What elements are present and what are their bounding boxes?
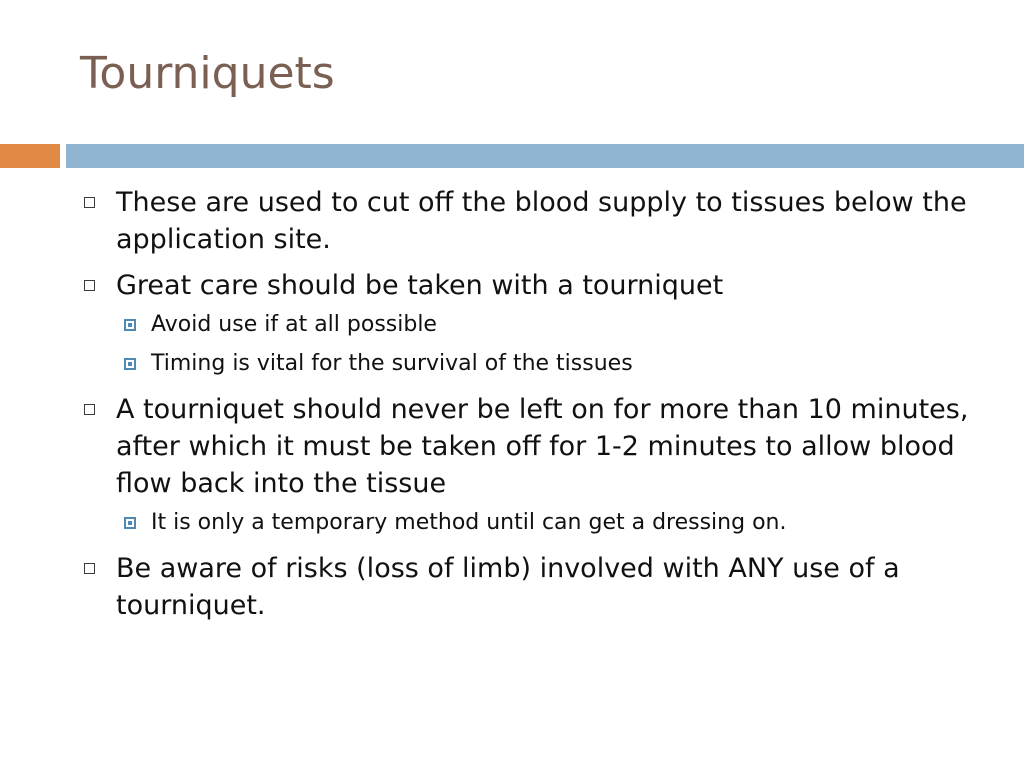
sub-bullet-text: Timing is vital for the survival of the tissues — [151, 351, 633, 376]
accent-bar-orange — [0, 144, 60, 168]
bullet-item — [80, 550, 980, 624]
hollow-square-bullet-icon — [84, 563, 95, 574]
bullet-text: These are used to cut off the blood supply to tissues below the application site. — [116, 187, 967, 255]
bullet-text: Be aware of risks (loss of limb) involved with ANY use of a tourniquet. — [116, 553, 900, 621]
sub-bullet-text: Avoid use if at all possible — [151, 312, 437, 337]
sub-bullet-item — [80, 350, 980, 378]
filled-square-bullet-icon — [124, 319, 136, 331]
accent-bar-blue — [66, 144, 1024, 168]
hollow-square-bullet-icon — [84, 197, 95, 208]
bullet-text: A tourniquet should never be left on for more than 10 minutes, after which it must be taken off for 1-2 minutes to allow blood flow back into the tissue — [116, 394, 969, 499]
bullet-item — [80, 267, 980, 304]
slide-title: Tourniquets — [80, 48, 335, 99]
bullet-item — [80, 391, 980, 502]
slide-body — [80, 184, 980, 633]
sub-bullet-text: It is only a temporary method until can get a dressing on. — [151, 510, 787, 535]
bullet-text: Great care should be taken with a tourniquet — [116, 270, 724, 301]
hollow-square-bullet-icon — [84, 404, 95, 415]
filled-square-bullet-icon — [124, 358, 136, 370]
bullet-item — [80, 184, 980, 258]
filled-square-bullet-icon — [124, 517, 136, 529]
sub-bullet-item — [80, 509, 980, 537]
hollow-square-bullet-icon — [84, 280, 95, 291]
sub-bullet-item — [80, 311, 980, 339]
